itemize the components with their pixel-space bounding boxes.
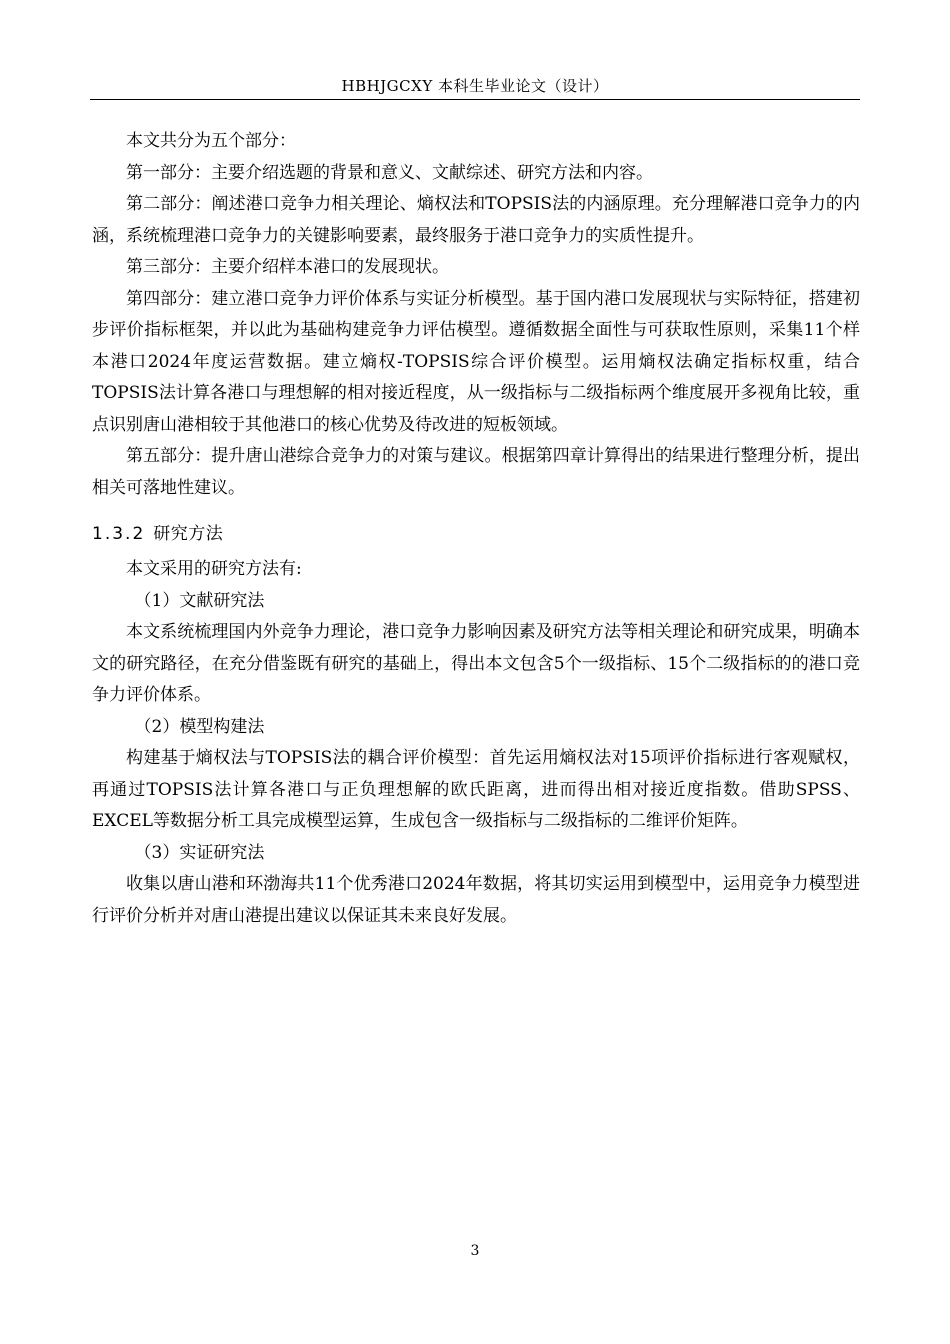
paragraph-part-3: 第三部分：主要介绍样本港口的发展现状。 <box>126 257 449 277</box>
method-label-2: （2）模型构建法 <box>134 716 265 737</box>
method-label-3: （3）实证研究法 <box>134 842 265 863</box>
method-label-1: （1）文献研究法 <box>134 590 265 611</box>
paragraph-structure-intro: 本文共分为五个部分： <box>126 131 296 151</box>
method-text-2: 构建基于熵权法与TOPSIS法的耦合评价模型：首先运用熵权法对15项评价指标进行客观赋权，再通过TOPSIS法计算各港口与正负理想解的欧氏距离，进而得出相对接近度指数。借助SPSS、EXCEL等数据分析工具完成模型运算，生成包含一级指标与二级指标的二维评价矩阵。 <box>92 748 860 831</box>
section-heading-methods <box>92 518 860 550</box>
method-text-1: 本文系统梳理国内外竞争力理论，港口竞争力影响因素及研究方法等相关理论和研究成果，明确本文的研究路径，在充分借鉴既有研究的基础上，得出本文包含5个一级指标、15个二级指标的的港口竞争力评价体系。 <box>92 622 860 705</box>
section-heading-number: 1.3.2 <box>92 524 146 544</box>
running-header: HBHJGCXY 本科生毕业论文（设计） <box>341 77 609 95</box>
header-rule <box>90 99 860 100</box>
paragraph-methods-intro: 本文采用的研究方法有: <box>126 559 302 579</box>
paragraph-part-2: 第二部分：阐述港口竞争力相关理论、熵权法和TOPSIS法的内涵原理。充分理解港口竞争力的内涵，系统梳理港口竞争力的关键影响要素，最终服务于港口竞争力的实质性提升。 <box>92 194 860 246</box>
paragraph-part-1: 第一部分：主要介绍选题的背景和意义、文献综述、研究方法和内容。 <box>126 162 653 183</box>
page-number: 3 <box>470 1243 480 1259</box>
section-heading-title: 研究方法 <box>153 524 224 544</box>
method-text-3: 收集以唐山港和环渤海共11个优秀港口2024年数据，将其切实运用到模型中，运用竞争力模型进行评价分析并对唐山港提出建议以保证其未来良好发展。 <box>92 874 860 926</box>
paragraph-part-5: 第五部分：提升唐山港综合竞争力的对策与建议。根据第四章计算得出的结果进行整理分析，提出相关可落地性建议。 <box>92 446 860 498</box>
body-text <box>92 126 860 932</box>
paragraph-part-4: 第四部分：建立港口竞争力评价体系与实证分析模型。基于国内港口发展现状与实际特征，搭建初步评价指标框架，并以此为基础构建竞争力评估模型。遵循数据全面性与可获取性原则，采集11个样本港口2024年度运营数据。建立熵权-TOPSIS综合评价模型。运用熵权法确定指标权重，结合TOPSIS法计算各港口与理想解的相对接近程度，从一级指标与二级指标两个维度展开多视角比较，重点识别唐山港相较于其他港口的核心优势及待改进的短板领域。 <box>92 288 860 435</box>
